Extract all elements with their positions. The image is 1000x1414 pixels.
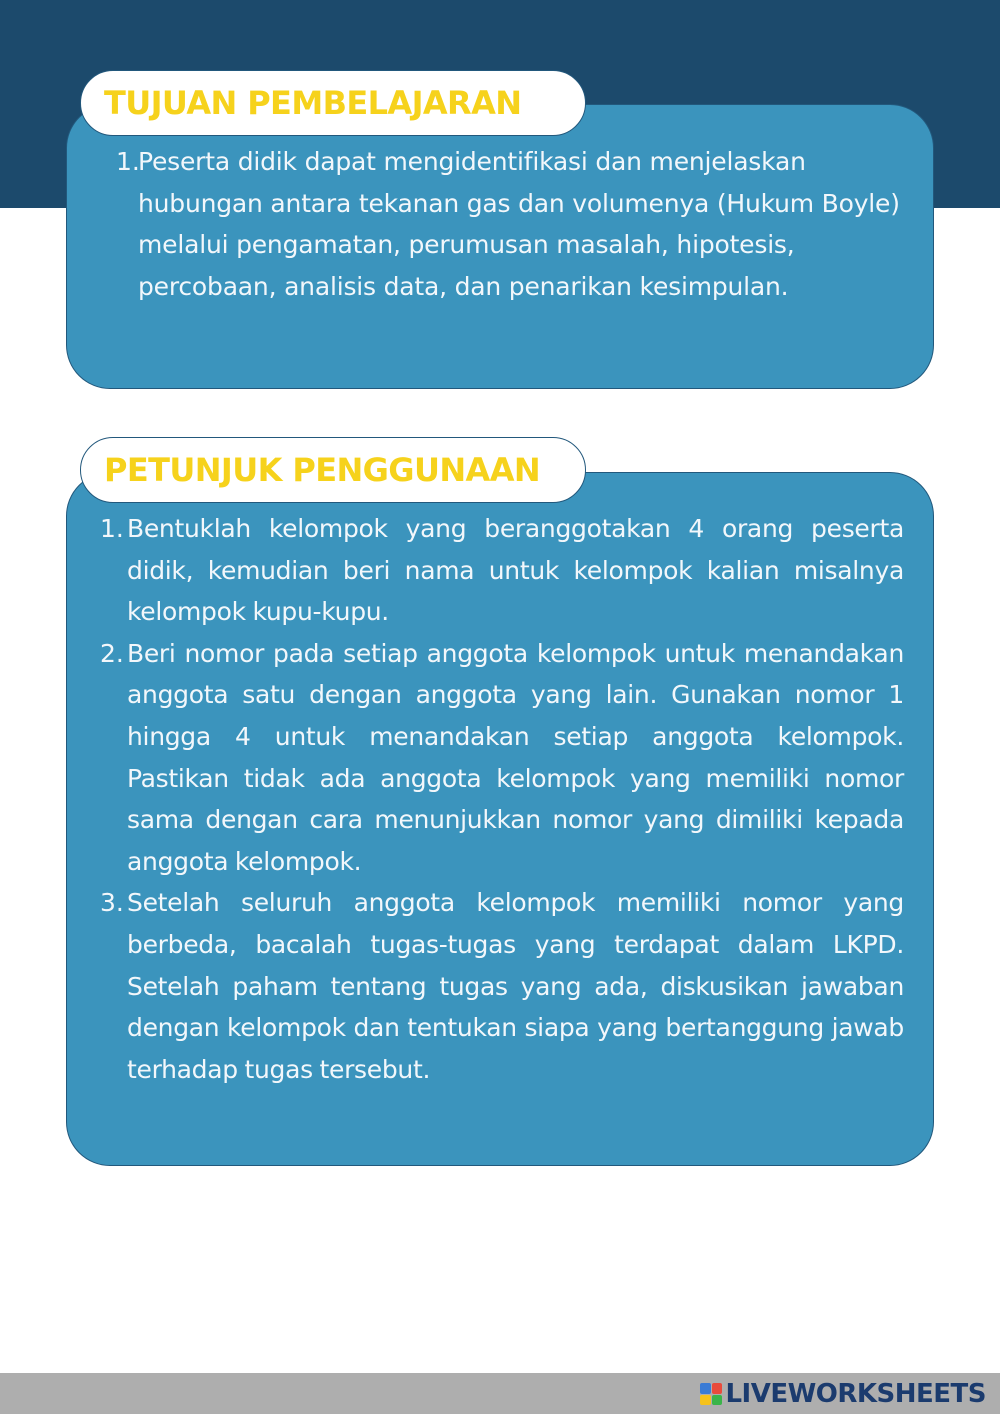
list-item-text: Setelah seluruh anggota kelompok memiliki nomor yang berbeda, bacalah tugas-tugas yang terdapat dalam LKPD. Setelah paham tentang tugas yang ada, diskusikan jawaban dengan kelompok dan tentukan siapa yang bertanggung jawab terhadap tugas tersebut.	[127, 888, 904, 1084]
list-item-number: 1.	[100, 514, 124, 543]
usage-instructions-title-badge	[80, 437, 586, 503]
list-item-number: 2.	[100, 638, 124, 668]
liveworksheets-brand[interactable]	[700, 1377, 986, 1411]
learning-objectives-list	[116, 141, 906, 307]
list-item	[100, 508, 904, 633]
liveworksheets-logo-icon	[700, 1383, 722, 1405]
list-item	[100, 882, 904, 1090]
usage-instructions-title: PETUNJUK PENGGUNAAN	[104, 451, 541, 489]
brand-name: LIVEWORKSHEETS	[725, 1379, 986, 1409]
learning-objectives-title: TUJUAN PEMBELAJARAN	[104, 84, 522, 122]
list-item-text: Beri nomor pada setiap anggota kelompok untuk menandakan anggota satu dengan anggota yang lain. Gunakan nomor 1 hingga 4 untuk menandakan setiap anggota kelompok. Pastikan tidak ada anggota kelompok yang memiliki nomor sama dengan cara menunjukkan nomor yang dimiliki kepada anggota kelompok.	[127, 638, 904, 876]
list-item	[100, 633, 904, 883]
list-item-text: Bentuklah kelompok yang beranggotakan 4 orang peserta didik, kemudian beri nama untuk kelompok kalian misalnya kelompok kupu-kupu.	[127, 514, 904, 627]
list-item-text: Peserta didik dapat mengidentifikasi dan menjelaskan hubungan antara tekanan gas dan volumenya (Hukum Boyle) melalui pengamatan, perumusan masalah, hipotesis, percobaan, analisis data, dan penarikan kesimpulan.	[138, 147, 900, 301]
list-item-number: 3.	[100, 888, 124, 918]
footer-bar	[0, 1373, 1000, 1414]
list-item-number: 1.	[116, 147, 140, 176]
usage-instructions-list	[100, 508, 904, 1090]
learning-objectives-title-badge	[80, 70, 586, 136]
list-item	[116, 141, 906, 307]
